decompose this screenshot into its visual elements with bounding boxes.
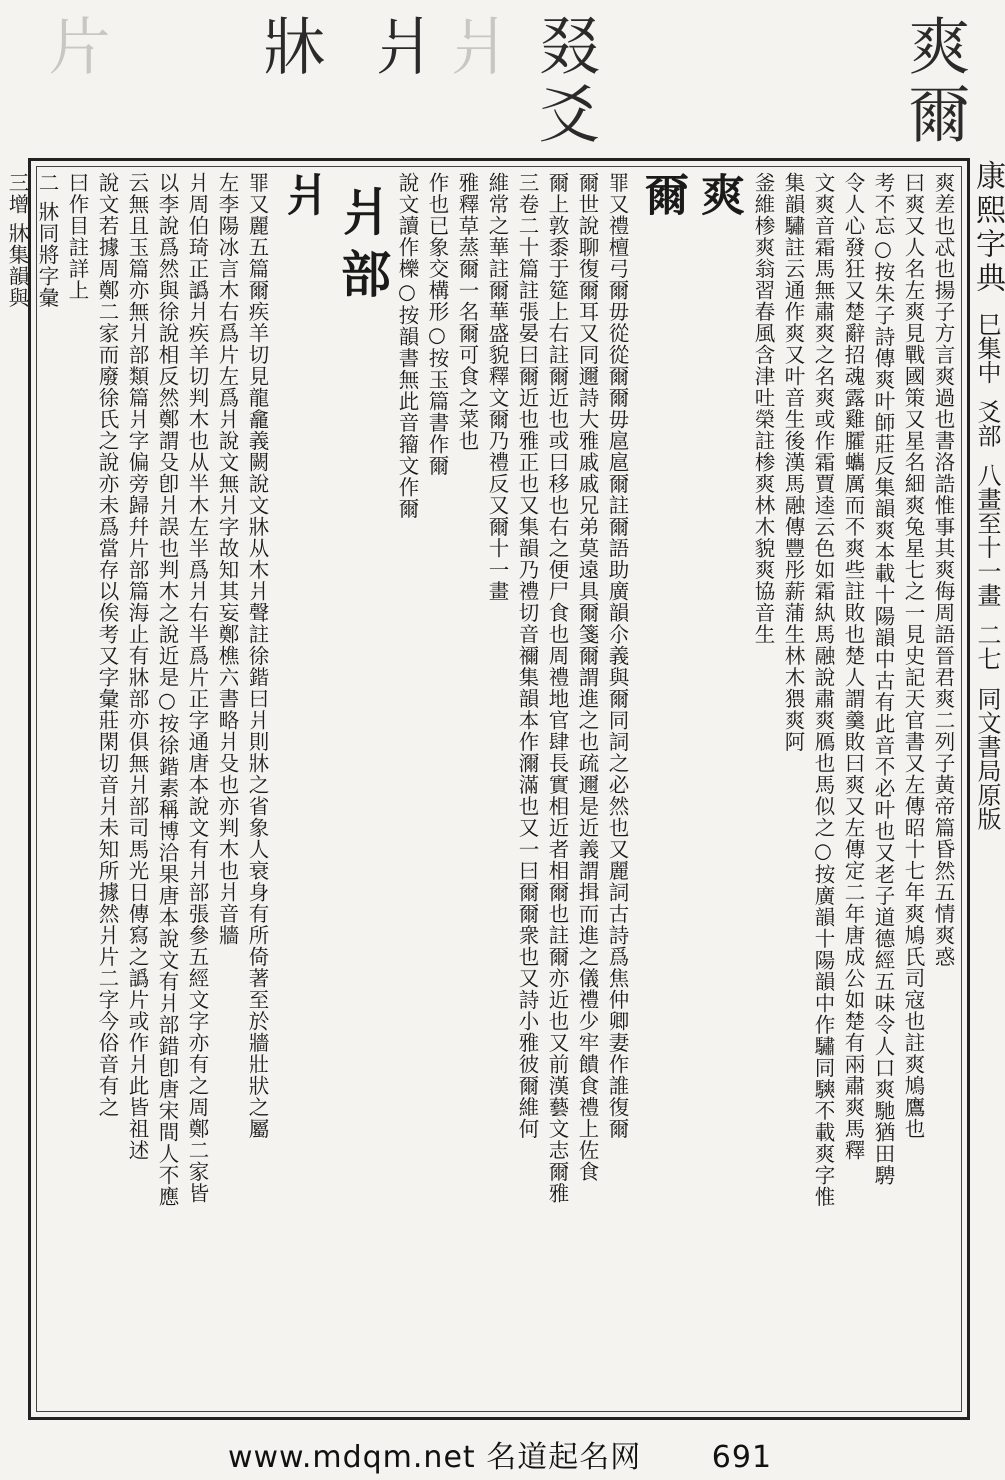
text-column: 以李說爲然與徐說相反然鄭謂殳卽爿誤也判木之說近是○按徐鍇素稱博洽果唐本說文有爿部錯卽唐宋間人不應: [155, 172, 179, 1208]
site-url[interactable]: www.mdqm.net: [227, 1440, 476, 1475]
faint-seal-2: 片: [38, 14, 111, 82]
seal-character-2: 叕爻: [528, 14, 601, 150]
folio-number: 二七: [973, 622, 1001, 671]
publisher-label: 同文書局原版: [973, 686, 1001, 831]
seal-character-4: 牀: [253, 14, 326, 82]
text-column: 罪又麗五篇爾疾羊切見龍龕義闕說文牀从木爿聲註徐鍇曰爿則牀之省象人衰身有所倚著至於牆壯狀之屬: [245, 172, 269, 1140]
page-margin: [970, 160, 1005, 1420]
text-column: [0, 172, 2, 1412]
radical-heading: 爿部: [333, 186, 392, 310]
entry-headword: 爽: [693, 172, 744, 218]
text-column: 爾上敦黍于筵上右註爾近也或曰移也右之便尸食也周禮地官肆長實相近者相爾也註爾亦近也又前漢藝文志爾雅: [545, 172, 569, 1204]
text-column: 三增 牀集韻與: [5, 172, 29, 309]
text-column: 說文讀作櫟○按韻書無此音籀文作爾: [395, 172, 419, 520]
text-column: 罪又禮檀弓爾毋從從爾爾毋扈扈爾註爾語助廣韻尒義與爾同詞之必然也又麗詞古詩爲焦仲卿妻作誰復爾: [605, 172, 629, 1140]
text-column: 爿周伯琦正譌爿疾羊切判木也从半木左半爲爿右半爲片正字通唐本說文有爿部張參五經文字亦有之周鄭二家皆: [185, 172, 209, 1204]
faint-seal-1: 爿: [438, 14, 511, 82]
text-column: 維常之華註爾華盛貌釋文爾乃禮反又爾十一畫: [485, 172, 509, 602]
text-column: 左李陽冰言木右爲片左爲爿說文無爿字故知其妄鄭樵六書略爿殳也亦判木也爿音牆: [215, 172, 239, 946]
seal-character-3: 爿: [363, 14, 436, 82]
section-label: 巳集中: [973, 311, 1001, 384]
stroke-range: 八畫至十一畫: [973, 462, 1001, 607]
radical-label: 爻部: [973, 399, 1001, 448]
page-number: 691: [711, 1440, 773, 1475]
text-column: 作也已象交構形○按玉篇書作爾: [425, 172, 449, 477]
text-column: 雅釋草蒸爾一名爾可食之菜也: [455, 172, 479, 452]
text-column: 云無且玉篇亦無爿部類篇爿字偏旁歸幷片部篇海止有牀部亦俱無爿部司馬光日傳寫之譌片或作爿此皆祖述: [125, 172, 149, 1161]
site-name: 名道起名网: [486, 1440, 642, 1475]
text-column: 爽差也忒也揚子方言爽過也書洛誥惟事其爽侮周語晉君爽二列子黃帝篇昏然五情爽惑: [931, 172, 955, 968]
entry-headword: 爾: [637, 172, 688, 218]
text-column: 曰作目註詳上: [65, 172, 89, 301]
seal-character-1: 爽爾: [898, 14, 971, 150]
text-column: 文爽音霜馬無肅爽之名爽或作霜賈逵云色如霜紈馬融說肅爽鴈也馬似之○按廣韻十陽韻中作驌同騻不載爽字惟: [811, 172, 835, 1208]
book-title: 康熙字典: [970, 160, 1005, 296]
text-column: 二 牀同將字彙: [35, 172, 59, 309]
watermark-footer: [0, 1432, 1000, 1476]
entry-headword: 爿: [277, 172, 328, 218]
text-column: 考不忘○按朱子詩傳爽叶師莊反集韻爽本載十陽韻中古有此音不必叶也又老子道德經五味令人口爽馳猶田騁: [871, 172, 895, 1186]
text-column: 集韻驌註云通作爽又叶音生後漢馬融傳豐彤薪蒲生林木猥爽阿: [781, 172, 805, 753]
dictionary-body: [5, 172, 958, 1412]
text-column: 爾世說聊復爾耳又同邇詩大雅戚戚兄弟莫遠具爾箋爾謂進之也疏邇是近義謂揖而進之儀禮少牢饋食禮上佐食: [575, 172, 599, 1183]
text-column: 三卷二十篇註張晏曰爾近也雅正也又集韻乃禮切音禰集韻本作濔滿也又一曰爾爾衆也又詩小雅彼爾維何: [515, 172, 539, 1140]
text-column: 說文若據周鄭二家而廢徐氏之說亦未爲當存以俟考又字彙莊閑切音爿未知所據然爿片二字今俗音有之: [95, 172, 119, 1118]
text-column: 曰爽又人名左爽見戰國策又星名細爽兔星七之一見史記天官書又左傳昭十七年爽鳩氏司寇也註爽鳩鷹也: [901, 172, 925, 1140]
text-column: 釜維椮爽翁習春風含津吐榮註椮爽林木貌爽協音生: [751, 172, 775, 645]
text-column: 令人心發狂又楚辭招魂露雞臛蠵厲而不爽些註敗也楚人謂羹敗曰爽又左傳定二年唐成公如楚有兩肅爽馬釋: [841, 172, 865, 1161]
